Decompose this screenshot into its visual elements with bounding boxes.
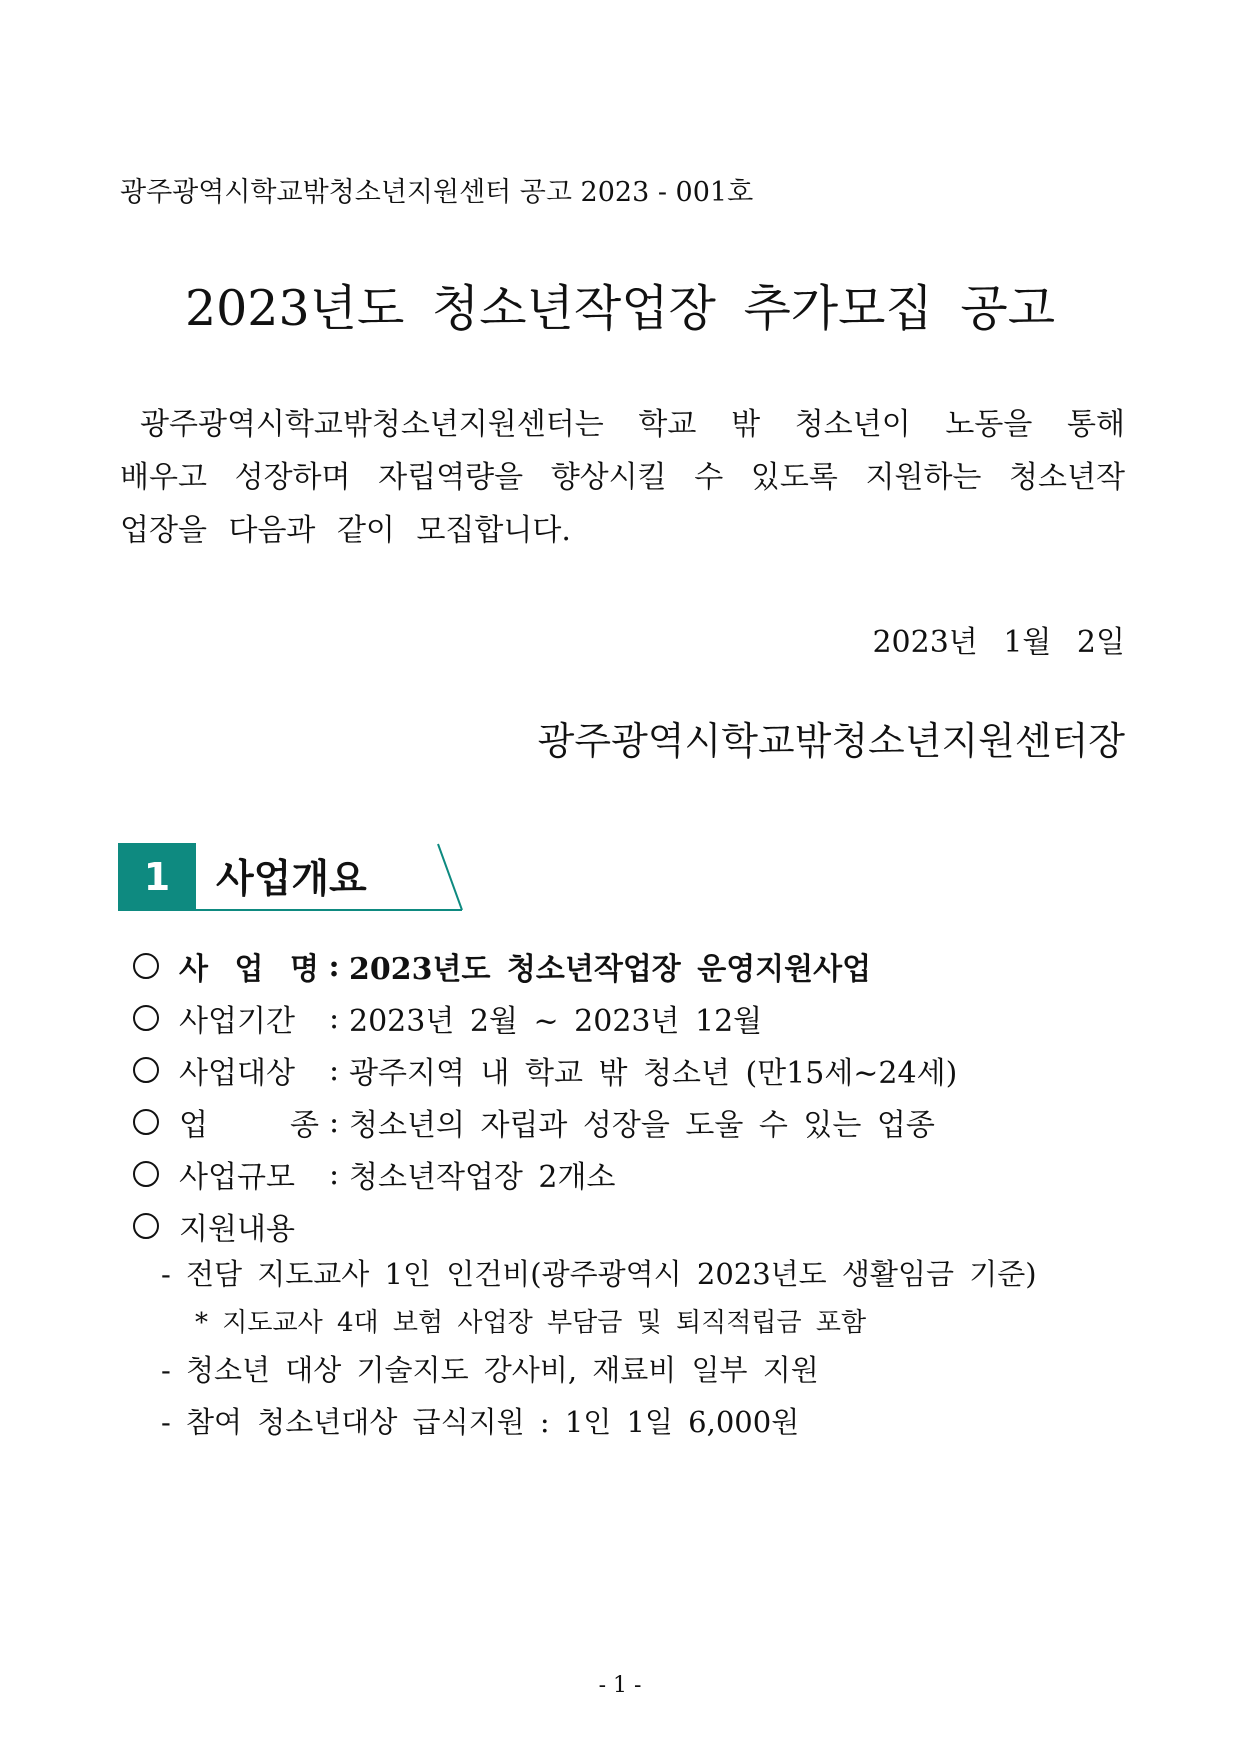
circle-bullet-icon	[133, 1213, 159, 1239]
sub-item-teacher-salary: - 전담 지도교사 1인 인건비(광주광역시 2023년도 생활임금 기준)	[161, 1257, 1037, 1291]
intro-word: 자립역량을	[378, 460, 524, 495]
item-label: 사업대상	[179, 1056, 295, 1091]
section-title: 사업개요	[216, 857, 367, 902]
circle-bullet-icon	[133, 1109, 159, 1135]
item-label: 사업규모	[179, 1160, 295, 1195]
list-item-project-name	[133, 944, 871, 988]
intro-word: 향상시킬	[550, 460, 667, 495]
label-char: 업	[234, 952, 264, 987]
item-colon: :	[328, 1000, 340, 1036]
list-item-scale	[133, 1152, 615, 1196]
circle-bullet-icon	[133, 1057, 159, 1083]
item-value: 2023년도 청소년작업장 운영지원사업	[349, 952, 872, 987]
item-label	[179, 944, 319, 988]
item-colon: :	[328, 1156, 340, 1192]
item-label: 사업기간	[179, 1004, 295, 1039]
item-label: 지원내용	[179, 1212, 295, 1247]
notice-number: 광주광역시학교밖청소년지원센터 공고 2023 - 001호	[120, 177, 754, 208]
list-item-period	[133, 996, 762, 1040]
list-item-industry	[133, 1100, 935, 1144]
intro-word: 학교	[638, 407, 697, 442]
item-colon: :	[328, 1104, 340, 1140]
intro-word: 지원하는	[865, 460, 982, 495]
page-number: - 1 -	[598, 1673, 642, 1698]
item-colon: :	[328, 948, 340, 984]
intro-word: 통해	[1067, 407, 1125, 442]
label-char: 업	[179, 1108, 208, 1143]
item-colon: :	[328, 1052, 340, 1088]
item-value: 청소년의 자립과 성장을 도울 수 있는 업종	[349, 1108, 935, 1143]
sub-item-instructor-fee: - 청소년 대상 기술지도 강사비, 재료비 일부 지원	[161, 1353, 819, 1387]
intro-word: 밖	[731, 407, 761, 442]
intro-line-2	[120, 451, 1125, 504]
label-char: 명	[290, 952, 319, 987]
list-item-support	[133, 1204, 319, 1248]
intro-word: 청소년이	[794, 407, 911, 442]
notice-date: 2023년 1월 2일	[872, 625, 1125, 660]
circle-bullet-icon	[133, 1161, 159, 1187]
page-title: 2023년도 청소년작업장 추가모집 공고	[184, 280, 1056, 337]
list-item-target	[133, 1048, 957, 1092]
intro-line-1	[120, 398, 1125, 451]
label-char: 사	[179, 952, 208, 987]
item-label	[179, 1100, 319, 1144]
item-value: 청소년작업장 2개소	[349, 1160, 616, 1195]
intro-word: 수	[694, 460, 724, 495]
intro-paragraph	[120, 398, 1125, 557]
circle-bullet-icon	[133, 1005, 159, 1031]
item-value: 광주지역 내 학교 밖 청소년 (만15세∼24세)	[349, 1056, 958, 1091]
intro-word: 광주광역시학교밖청소년지원센터는	[140, 407, 604, 442]
sub-item-note: * 지도교사 4대 보험 사업장 부담금 및 퇴직적립금 포함	[195, 1308, 867, 1338]
label-char: 종	[290, 1108, 319, 1143]
circle-bullet-icon	[133, 953, 159, 979]
intro-word: 노동을	[945, 407, 1033, 442]
sub-item-meal-support: - 참여 청소년대상 급식지원 : 1인 1일 6,000원	[161, 1405, 800, 1439]
intro-word: 배우고	[120, 460, 207, 495]
item-value: 2023년 2월 ~ 2023년 12월	[349, 1004, 763, 1039]
signer-name: 광주광역시학교밖청소년지원센터장	[537, 719, 1125, 763]
intro-word: 성장하며	[234, 460, 351, 495]
section-number: 1	[118, 843, 196, 911]
intro-line-3: 업장을 다음과 같이 모집합니다.	[120, 513, 571, 548]
section-header	[118, 843, 463, 911]
intro-word: 청소년작	[1009, 460, 1125, 495]
intro-word: 있도록	[750, 460, 838, 495]
